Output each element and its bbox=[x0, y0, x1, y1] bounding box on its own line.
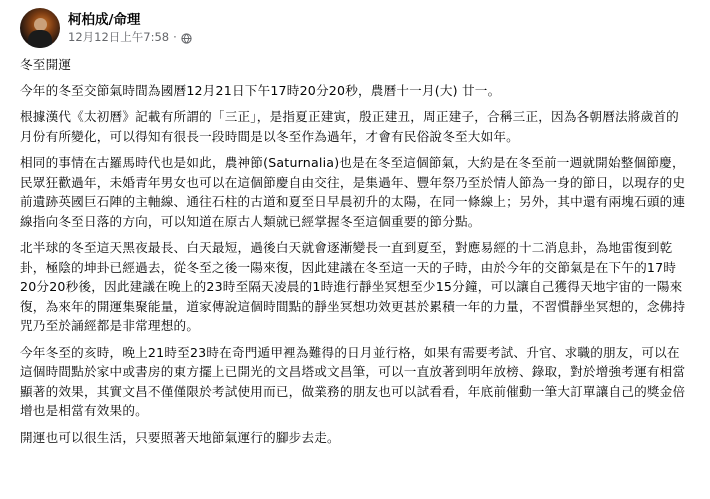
post-paragraph: 今年的冬至交節氣時間為國曆12月21日下午17時20分20秒，農曆十一月(大) 廿一。 bbox=[20, 82, 501, 98]
post-meta bbox=[68, 11, 192, 45]
post-header bbox=[20, 8, 192, 48]
avatar[interactable] bbox=[20, 8, 60, 48]
globe-icon bbox=[181, 32, 192, 43]
avatar-figure-body bbox=[28, 30, 52, 48]
post-title: 冬至開運 bbox=[20, 57, 72, 72]
post-paragraph: 今年冬至的亥時，晚上21時至23時在奇門遁甲裡為難得的日月並行格，如果有需要考試、升官、求職的朋友，可以在這個時間點於家中或書房的東方擺上已開光的文昌塔或文昌筆，可以一直放著到明年放榜、錄取，對於增強考運有相當顯著的效果，其實文昌不僅僅限於考試使用而已，做業務的朋友也可以試看看，年底前催動一筆大訂單讓自己的獎金倍增也是相當有效果的。 bbox=[20, 344, 686, 418]
post-paragraph: 北半球的冬至這天黑夜最長、白天最短，過後白天就會逐漸變長一直到夏至，對應易經的十二消息卦，為地雷復到乾卦，極陰的坤卦已經過去，從冬至之後一陽來復，因此建議在冬至這一天的子時，由於今年的交節氣是在下午的17時20分20秒後，因此建議在晚上的23時至隔天凌晨的1時進行靜坐冥想至少15分鐘，可以讓自己獲得天地宇宙的一陽來復，為來年的開運集聚能量，道家傳說這個時間點的靜坐冥想功效更甚於累積一年的力量，不習慣靜坐冥想的，念佛持咒乃至於誦經都是非常理想的。 bbox=[20, 240, 686, 333]
post-paragraph: 相同的事情在古羅馬時代也是如此，農神節(Saturnalia)也是在冬至這個節氣，大約是在冬至前一週就開始整個節慶，民眾狂歡過年，未婚青年男女也可以在這個節慶自由交往，是集過年、豐年祭乃至於情人節為一身的節日，以現存的史前遺跡英國巨石陣的主軸線、通往石柱的古道和夏至日早晨初升的太陽，在同一條線上；另外，其中還有兩塊石頭的連線指向冬至日落的方向，可以知道在原古人類就已經掌握冬至這個重要的節分點。 bbox=[20, 155, 686, 229]
author-name[interactable]: 柯柏成/命理 bbox=[68, 12, 141, 28]
post-body bbox=[20, 55, 690, 447]
timestamp-row bbox=[68, 29, 192, 45]
dot-separator: · bbox=[173, 30, 177, 44]
post-paragraph: 根據漢代《太初曆》記載有所謂的「三正」，是指夏正建寅，殷正建丑，周正建子，合稱三正，因為各朝曆法將歲首的月份有所變化，可以得知有很長一段時間是以冬至作為過年，才會有民俗說冬至大如年。 bbox=[20, 109, 679, 144]
post-timestamp[interactable]: 12月12日上午7:58 bbox=[68, 30, 170, 44]
post-paragraph: 開運也可以很生活，只要照著天地節氣運行的腳步去走。 bbox=[20, 429, 340, 445]
